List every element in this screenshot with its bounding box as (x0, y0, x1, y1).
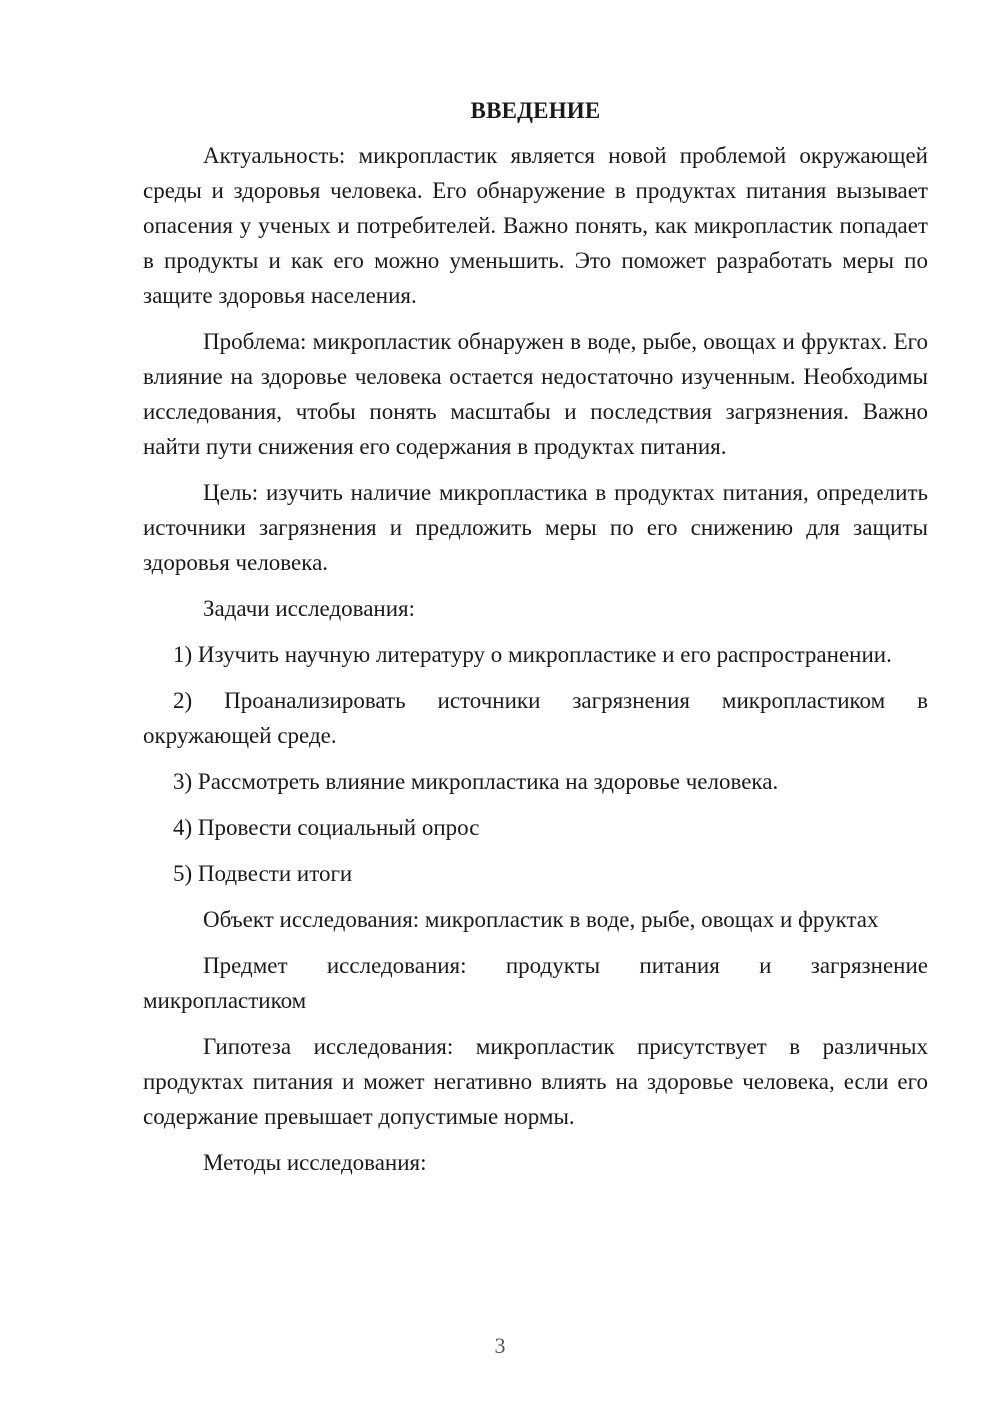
tasks-heading: Задачи исследования: (203, 596, 416, 621)
task-item-4: 4) Провести социальный опрос (173, 815, 480, 840)
relevance-paragraph: Актуальность: микропластик является новой проблемой окружающей среды и здоровья человека. Его обнаружение в продуктах питания вызывает опасения у ученых и потребителей. Важно понять, как микропластик попадает в продукты и как его можно уменьшить. Это поможет разработать меры по защите здоровья населения. (143, 143, 928, 308)
task-item-1: 1) Изучить научную литературу о микропластике и его распространении. (173, 642, 892, 667)
goal-paragraph: Цель: изучить наличие микропластика в продуктах питания, определить источники загрязнения и предложить меры по его снижению для защиты здоровья человека. (143, 480, 928, 575)
page-title: ВВЕДЕНИЕ (470, 98, 601, 123)
problem-paragraph: Проблема: микропластик обнаружен в воде, рыбе, овощах и фруктах. Его влияние на здоровье человека остается недостаточно изученным. Необходимы исследования, чтобы понять масштабы и последствия загрязнения. Важно найти пути снижения его содержания в продуктах питания. (143, 329, 928, 459)
task-item-2: 2) Проанализировать источники загрязнения микропластиком в окружающей среде. (143, 688, 928, 748)
task-item-3: 3) Рассмотреть влияние микропластика на здоровье человека. (173, 769, 779, 794)
object-paragraph: Объект исследования: микропластик в воде, рыбе, овощах и фруктах (203, 907, 879, 932)
page-number: 3 (494, 1333, 506, 1358)
task-item-5: 5) Подвести итоги (173, 861, 353, 886)
methods-heading: Методы исследования: (203, 1150, 427, 1175)
hypothesis-paragraph: Гипотеза исследования: микропластик присутствует в различных продуктах питания и может негативно влиять на здоровье человека, если его содержание превышает допустимые нормы. (143, 1034, 928, 1129)
subject-paragraph: Предмет исследования: продукты питания и загрязнение микропластиком (143, 953, 928, 1013)
document-page (143, 93, 928, 1191)
